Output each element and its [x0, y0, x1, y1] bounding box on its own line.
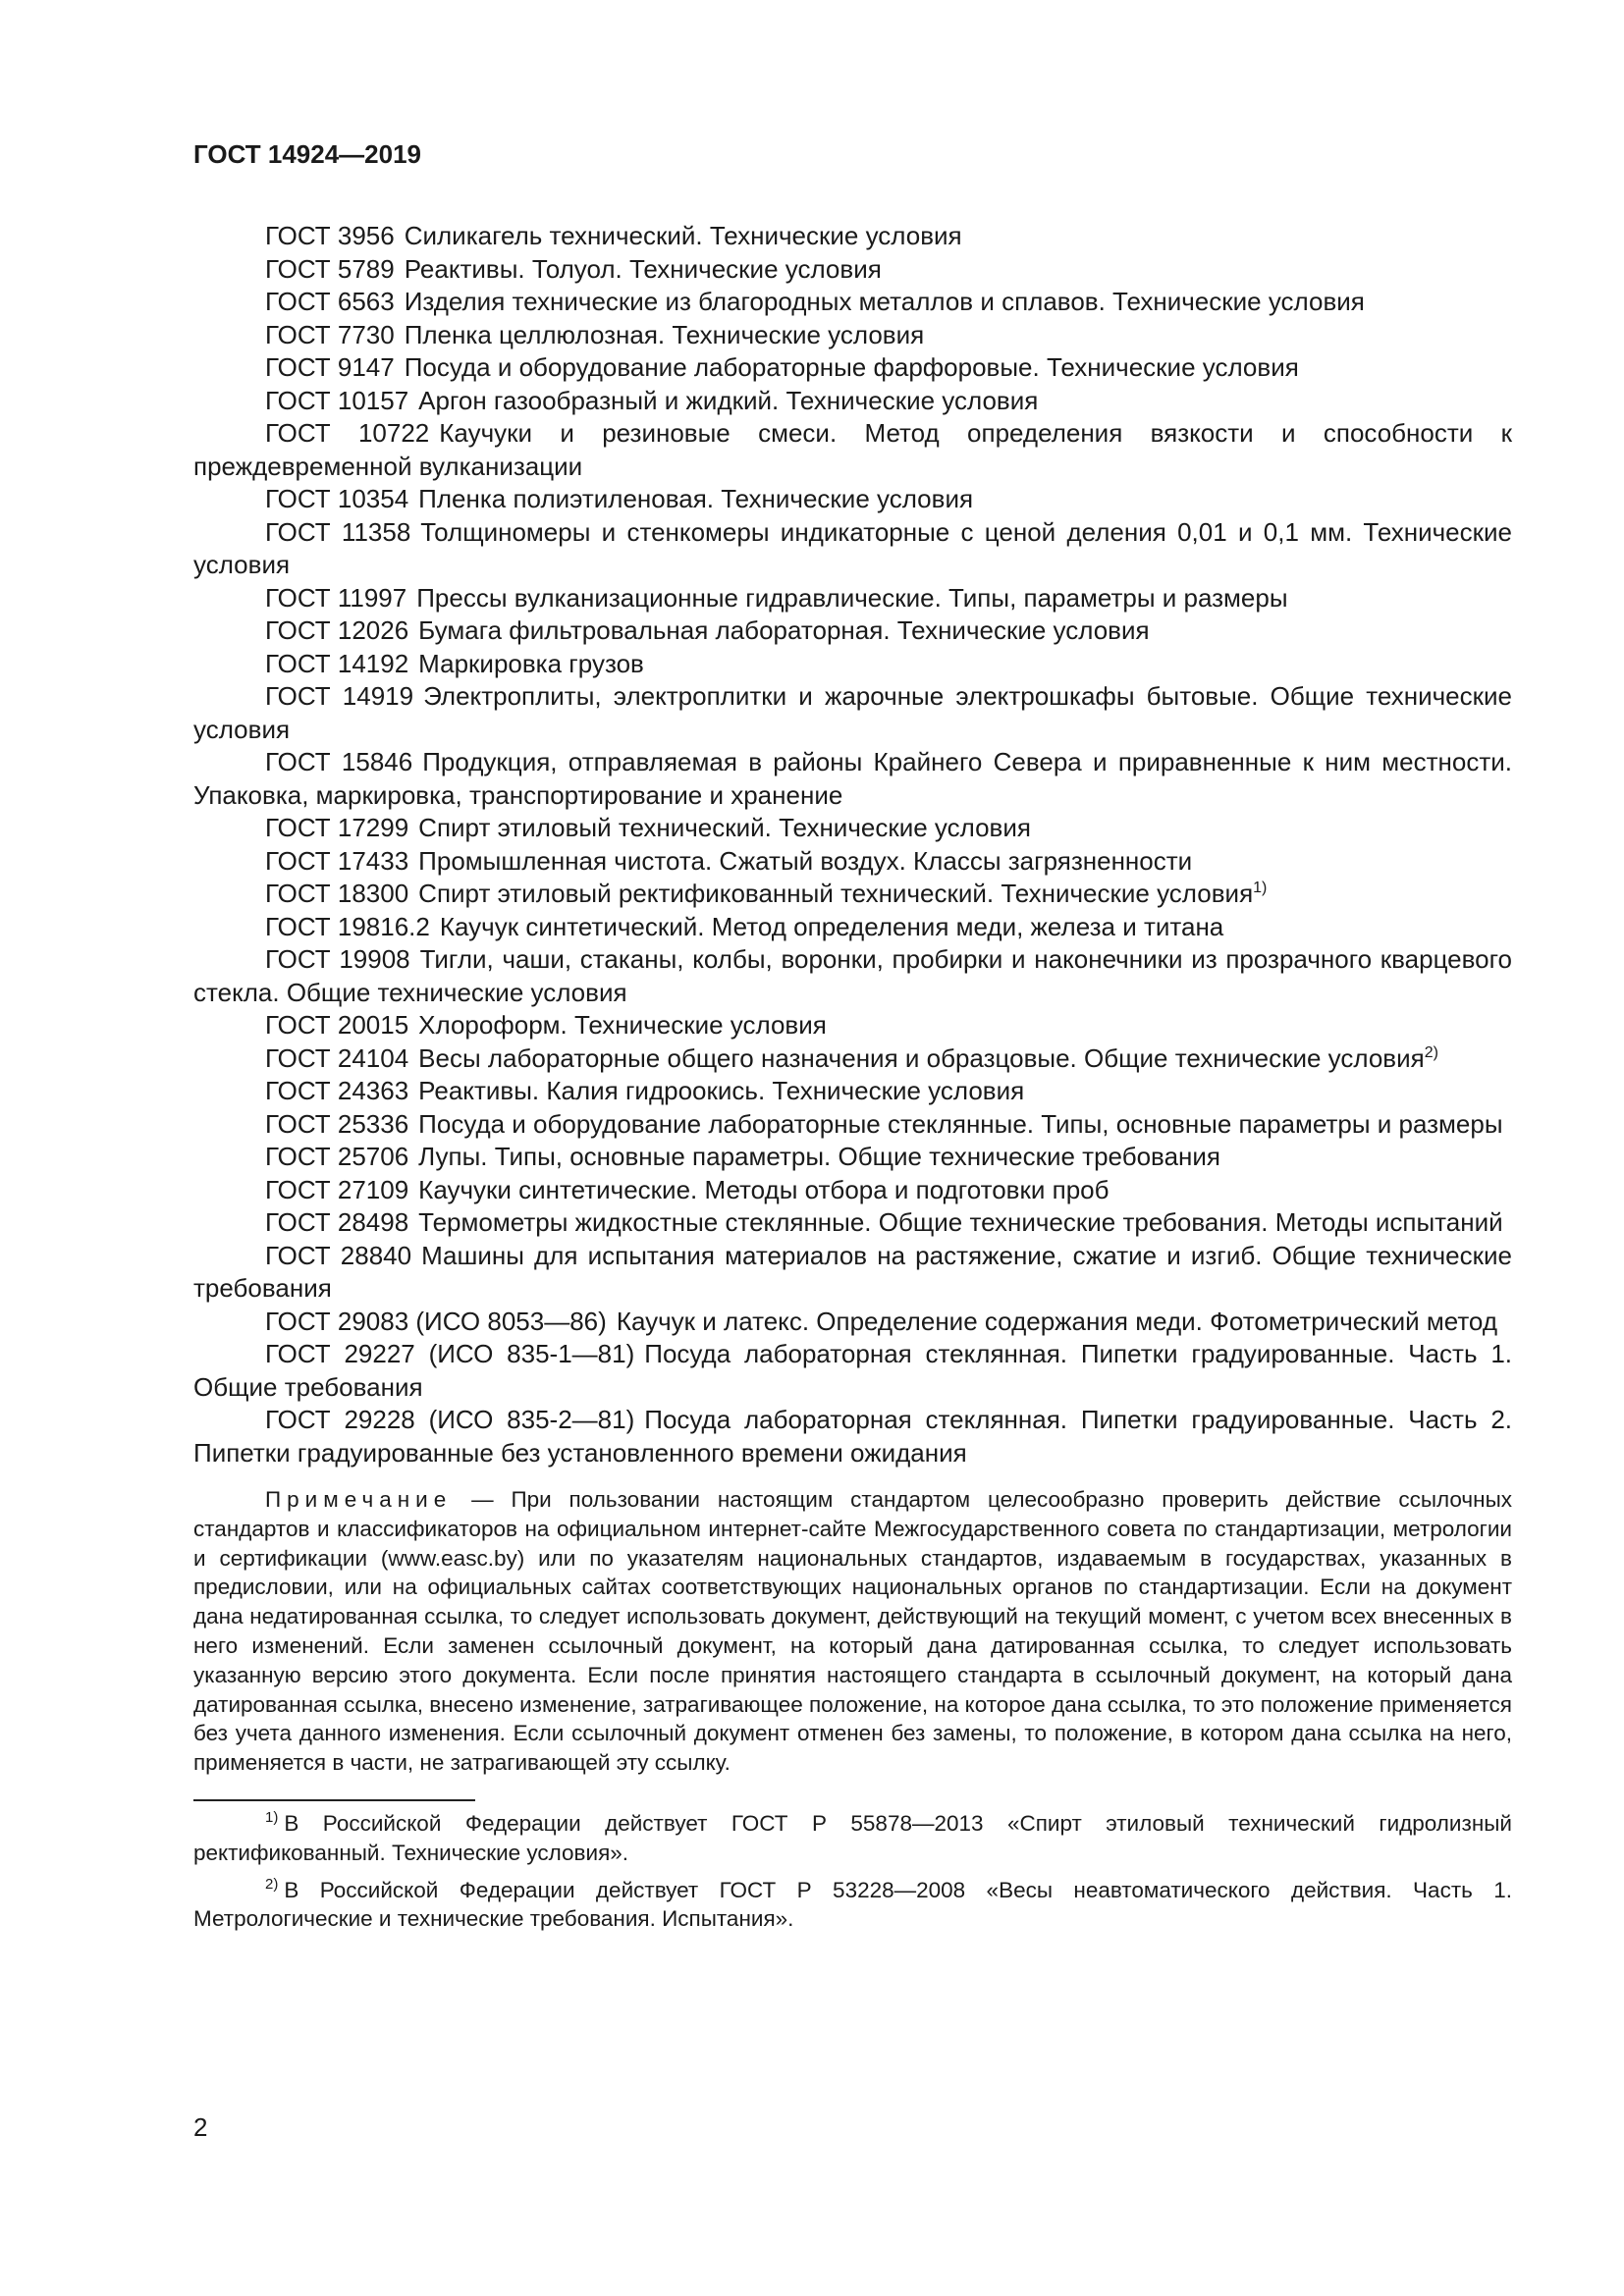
- reference-code: ГОСТ 19908: [265, 944, 410, 974]
- reference-item: [193, 1338, 1512, 1404]
- reference-item: [193, 253, 1512, 287]
- note-label: Примечание: [265, 1487, 453, 1512]
- page-number: 2: [193, 2112, 208, 2142]
- reference-item: [193, 845, 1512, 879]
- reference-code: ГОСТ 14192: [265, 648, 409, 678]
- reference-title: Промышленная чистота. Сжатый воздух. Классы загрязненности: [418, 845, 1193, 876]
- reference-item: [193, 1306, 1512, 1339]
- reference-code: ГОСТ 15846: [265, 747, 413, 776]
- reference-title: Толщиномеры и стенкомеры индикаторные с ценой деления 0,01 и 0,1 мм. Технические условия: [193, 516, 1512, 579]
- footnote-marker[interactable]: 1): [1253, 880, 1268, 896]
- reference-title: Каучуки синтетические. Методы отбора и подготовки проб: [418, 1174, 1110, 1204]
- reference-code: ГОСТ 24104: [265, 1042, 409, 1073]
- reference-code: ГОСТ 14919: [265, 681, 414, 711]
- reference-title: Посуда и оборудование лабораторные фарфоровые. Технические условия: [404, 352, 1299, 382]
- reference-item: [193, 1075, 1512, 1108]
- reference-item: [193, 483, 1512, 516]
- reference-item: [193, 746, 1512, 812]
- reference-title: Каучук синтетический. Метод определения меди, железа и титана: [439, 911, 1224, 941]
- footnote-mark: 1): [265, 1808, 279, 1826]
- reference-item: [193, 385, 1512, 418]
- reference-code: ГОСТ 18300: [265, 879, 409, 908]
- page-header: ГОСТ 14924—2019: [193, 139, 421, 169]
- reference-title: Маркировка грузов: [418, 648, 644, 678]
- reference-title: Посуда и оборудование лабораторные стеклянные. Типы, основные параметры и размеры: [418, 1108, 1503, 1139]
- reference-code: ГОСТ 6563: [265, 287, 395, 316]
- reference-code: ГОСТ 3956: [265, 221, 395, 250]
- reference-item: [193, 1404, 1512, 1469]
- reference-item: [193, 582, 1512, 615]
- reference-item: [193, 648, 1512, 681]
- reference-title: Пленка полиэтиленовая. Технические условия: [418, 484, 974, 513]
- reference-title: Электроплиты, электроплитки и жарочные электрошкафы бытовые. Общие технические условия: [193, 681, 1512, 744]
- reference-code: ГОСТ 5789: [265, 253, 395, 284]
- reference-title: Пленка целлюлозная. Технические условия: [404, 319, 925, 349]
- reference-title: Термометры жидкостные стеклянные. Общие технические требования. Методы испытаний: [418, 1207, 1503, 1237]
- reference-code: ГОСТ 19816.2: [265, 911, 430, 941]
- reference-code: ГОСТ 29083 (ИСО 8053—86): [265, 1306, 607, 1336]
- footnote-text: В Российской Федерации действует ГОСТ Р 53228—2008 «Весы неавтоматического действия. Часть 1. Метрологические и технические требования. Испытания».: [193, 1877, 1512, 1932]
- reference-code: ГОСТ 27109: [265, 1174, 409, 1204]
- document-page: [193, 137, 1512, 1942]
- footnote-text: В Российской Федерации действует ГОСТ Р 55878—2013 «Спирт этиловый технический гидролизный ректификованный. Технические условия».: [193, 1810, 1512, 1865]
- reference-title: Изделия технические из благородных металлов и сплавов. Технические условия: [404, 287, 1365, 316]
- reference-title: Бумага фильтровальная лабораторная. Технические условия: [418, 615, 1150, 645]
- reference-code: ГОСТ 17299: [265, 813, 409, 842]
- reference-title: Аргон газообразный и жидкий. Технические условия: [418, 385, 1039, 415]
- reference-title: Посуда лабораторная стеклянная. Пипетки градуированные. Часть 2. Пипетки градуированные без установленного времени ожидания: [193, 1405, 1513, 1468]
- footnote-marker[interactable]: 2): [1424, 1043, 1438, 1061]
- reference-title: Спирт этиловый технический. Технические условия: [418, 813, 1031, 842]
- reference-code: ГОСТ 10354: [265, 484, 409, 513]
- reference-item: [193, 220, 1512, 253]
- reference-code: ГОСТ 25706: [265, 1142, 409, 1171]
- reference-title: Весы лабораторные общего назначения и образцовые. Общие технические условия: [418, 1042, 1425, 1073]
- reference-item: [193, 319, 1512, 352]
- reference-code: ГОСТ 12026: [265, 615, 409, 645]
- reference-title: Спирт этиловый ректификованный технический. Технические условия: [418, 879, 1254, 908]
- reference-item: [193, 1009, 1512, 1042]
- reference-title: Каучуки и резиновые смеси. Метод определения вязкости и способности к преждевременной вулканизации: [193, 418, 1512, 481]
- note-text: — При пользовании настоящим стандартом целесообразно проверить действие ссылочных стандартов и классификаторов на официальном интернет-сайте Межгосударственного совета по стандартизации, метрологии и сертификации (www.easc.by) или по указателям национальных стандартов, издаваемым в государствах, указанных в предисловии, или на официальных сайтах соответствующих национальных органов по стандартизации. Если на документ дана недатированная ссылка, то следует использовать документ, действующий на текущий момент, с учетом всех внесенных в него изменений. Если заменен ссылочный документ, на который дана датированная ссылка, то следует использовать указанную версию этого документа. Если после принятия настоящего стандарта в ссылочный документ, на который дана датированная ссылка, внесено изменение, затрагивающее положение, на которое дана ссылка, то это положение применяется без учета данного изменения. Если ссылочный документ отменен без замены, то положение, в котором дана ссылка на него, применяется в части, не затрагивающей эту ссылку.: [193, 1487, 1512, 1776]
- reference-title: Силикагель технический. Технические условия: [404, 221, 962, 250]
- reference-item: [193, 286, 1512, 319]
- reference-code: ГОСТ 28498: [265, 1207, 409, 1237]
- reference-code: ГОСТ 29227 (ИСО 835-1—81): [265, 1339, 635, 1368]
- footnote-divider: [193, 1799, 475, 1801]
- reference-item: [193, 614, 1512, 648]
- reference-code: ГОСТ 25336: [265, 1108, 409, 1139]
- reference-item: [193, 680, 1512, 746]
- reference-item: [193, 1042, 1512, 1076]
- normative-references-list: [193, 220, 1512, 1469]
- reference-item: [193, 1141, 1512, 1174]
- footnotes: [193, 1809, 1512, 1934]
- reference-item: [193, 351, 1512, 385]
- reference-item: [193, 1108, 1512, 1142]
- reference-code: ГОСТ 11997: [265, 582, 407, 613]
- reference-code: ГОСТ 29228 (ИСО 835-2—81): [265, 1405, 635, 1434]
- reference-code: ГОСТ 10722: [265, 418, 430, 448]
- reference-item: [193, 1174, 1512, 1207]
- reference-code: ГОСТ 20015: [265, 1010, 409, 1040]
- reference-code: ГОСТ 10157: [265, 385, 409, 415]
- reference-item: [193, 1240, 1512, 1306]
- reference-title: Реактивы. Калия гидроокись. Технические условия: [418, 1076, 1025, 1105]
- reference-title: Продукция, отправляемая в районы Крайнего Севера и приравненные к ним местности. Упаковка, маркировка, транспортирование и хранение: [193, 747, 1512, 810]
- reference-title: Машины для испытания материалов на растяжение, сжатие и изгиб. Общие технические требования: [193, 1240, 1512, 1303]
- note-paragraph: [193, 1485, 1512, 1778]
- footnote-mark: 2): [265, 1875, 279, 1893]
- reference-code: ГОСТ 7730: [265, 319, 395, 349]
- reference-item: [193, 878, 1512, 911]
- reference-code: ГОСТ 17433: [265, 845, 409, 876]
- reference-title: Тигли, чаши, стаканы, колбы, воронки, пробирки и наконечники из прозрачного кварцевого стекла. Общие технические условия: [193, 944, 1512, 1007]
- reference-code: ГОСТ 24363: [265, 1076, 409, 1105]
- reference-title: Хлороформ. Технические условия: [418, 1010, 827, 1040]
- reference-title: Посуда лабораторная стеклянная. Пипетки градуированные. Часть 1. Общие требования: [193, 1339, 1513, 1402]
- reference-code: ГОСТ 28840: [265, 1240, 412, 1270]
- reference-title: Реактивы. Толуол. Технические условия: [404, 253, 882, 284]
- reference-item: [193, 417, 1512, 483]
- reference-title: Лупы. Типы, основные параметры. Общие технические требования: [418, 1142, 1220, 1171]
- reference-title: Прессы вулканизационные гидравлические. Типы, параметры и размеры: [416, 582, 1288, 613]
- reference-title: Каучук и латекс. Определение содержания меди. Фотометрический метод: [616, 1306, 1497, 1336]
- reference-code: ГОСТ 9147: [265, 352, 395, 382]
- reference-item: [193, 812, 1512, 845]
- reference-item: [193, 943, 1512, 1009]
- reference-item: [193, 911, 1512, 944]
- reference-item: [193, 516, 1512, 582]
- footnote-item: [193, 1876, 1512, 1935]
- footnote-item: [193, 1809, 1512, 1868]
- reference-item: [193, 1206, 1512, 1240]
- reference-code: ГОСТ 11358: [265, 516, 411, 547]
